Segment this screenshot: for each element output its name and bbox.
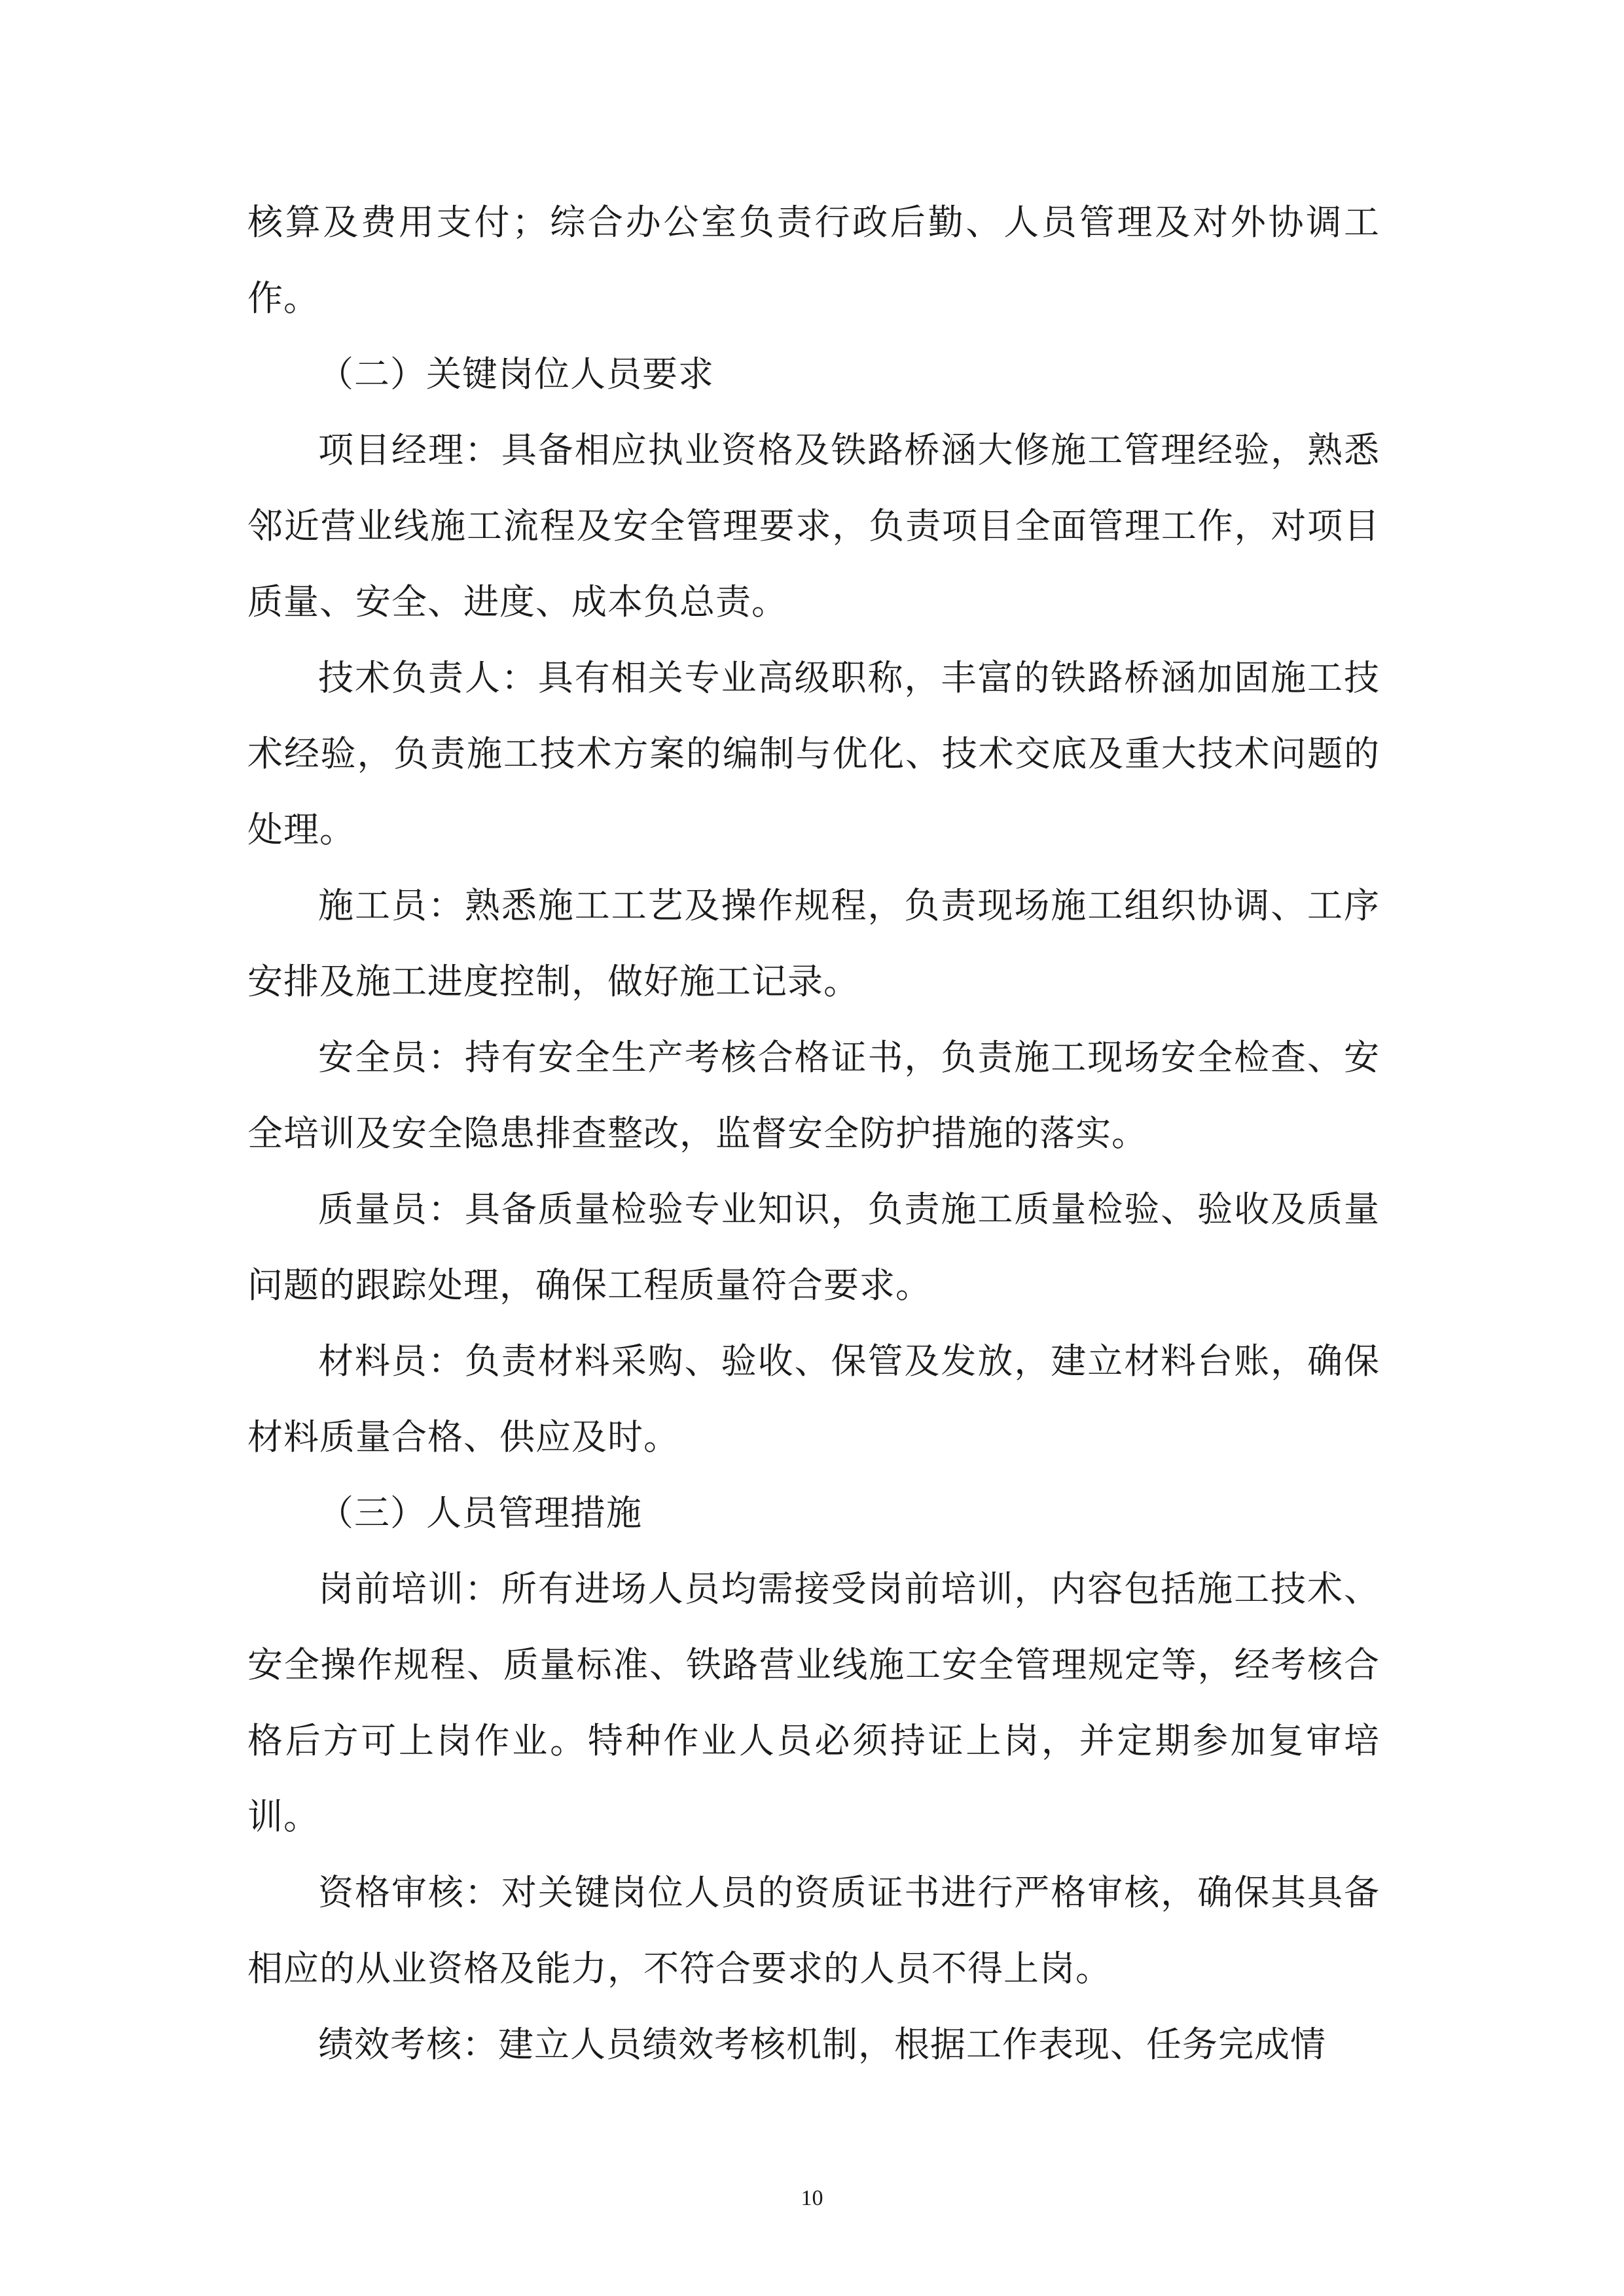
paragraph-qualification-review: 资格审核：对关键岗位人员的资质证书进行严格审核，确保其具备相应的从业资格及能力，不符合要求的人员不得上岗。 — [247, 1872, 1380, 1989]
paragraph-construction-worker: 施工员：熟悉施工工艺及操作规程，负责现场施工组织协调、工序安排及施工进度控制，做好施工记录。 — [247, 885, 1380, 1002]
section-heading-key-positions: （二）关键岗位人员要求 — [318, 353, 714, 395]
paragraph-technical-lead: 技术负责人：具有相关专业高级职称，丰富的铁路桥涵加固施工技术经验，负责施工技术方案的编制与优化、技术交底及重大技术问题的处理。 — [247, 657, 1380, 850]
paragraph-continuation: 核算及费用支付；综合办公室负责行政后勤、人员管理及对外协调工作。 — [247, 202, 1380, 319]
paragraph-performance-assessment: 绩效考核：建立人员绩效考核机制，根据工作表现、任务完成情 — [318, 2024, 1326, 2065]
paragraph-project-manager: 项目经理：具备相应执业资格及铁路桥涵大修施工管理经验，熟悉邻近营业线施工流程及安全管理要求，负责项目全面管理工作，对项目质量、安全、进度、成本负总责。 — [247, 429, 1380, 622]
paragraph-quality-officer: 质量员：具备质量检验专业知识，负责施工质量检验、验收及质量问题的跟踪处理，确保工程质量符合要求。 — [247, 1189, 1380, 1306]
paragraph-safety-officer: 安全员：持有安全生产考核合格证书，负责施工现场安全检查、安全培训及安全隐患排查整改，监督安全防护措施的落实。 — [247, 1037, 1380, 1154]
page-number: 10 — [801, 2186, 823, 2210]
document-body — [247, 185, 1380, 2083]
section-heading-personnel-management: （三）人员管理措施 — [318, 1492, 642, 1534]
paragraph-materials-officer: 材料员：负责材料采购、验收、保管及发放，建立材料台账，确保材料质量合格、供应及时。 — [247, 1340, 1380, 1458]
paragraph-pre-job-training: 岗前培训：所有进场人员均需接受岗前培训，内容包括施工技术、安全操作规程、质量标准、铁路营业线施工安全管理规定等，经考核合格后方可上岗作业。特种作业人员必须持证上岗，并定期参加复审培训。 — [247, 1568, 1380, 1837]
